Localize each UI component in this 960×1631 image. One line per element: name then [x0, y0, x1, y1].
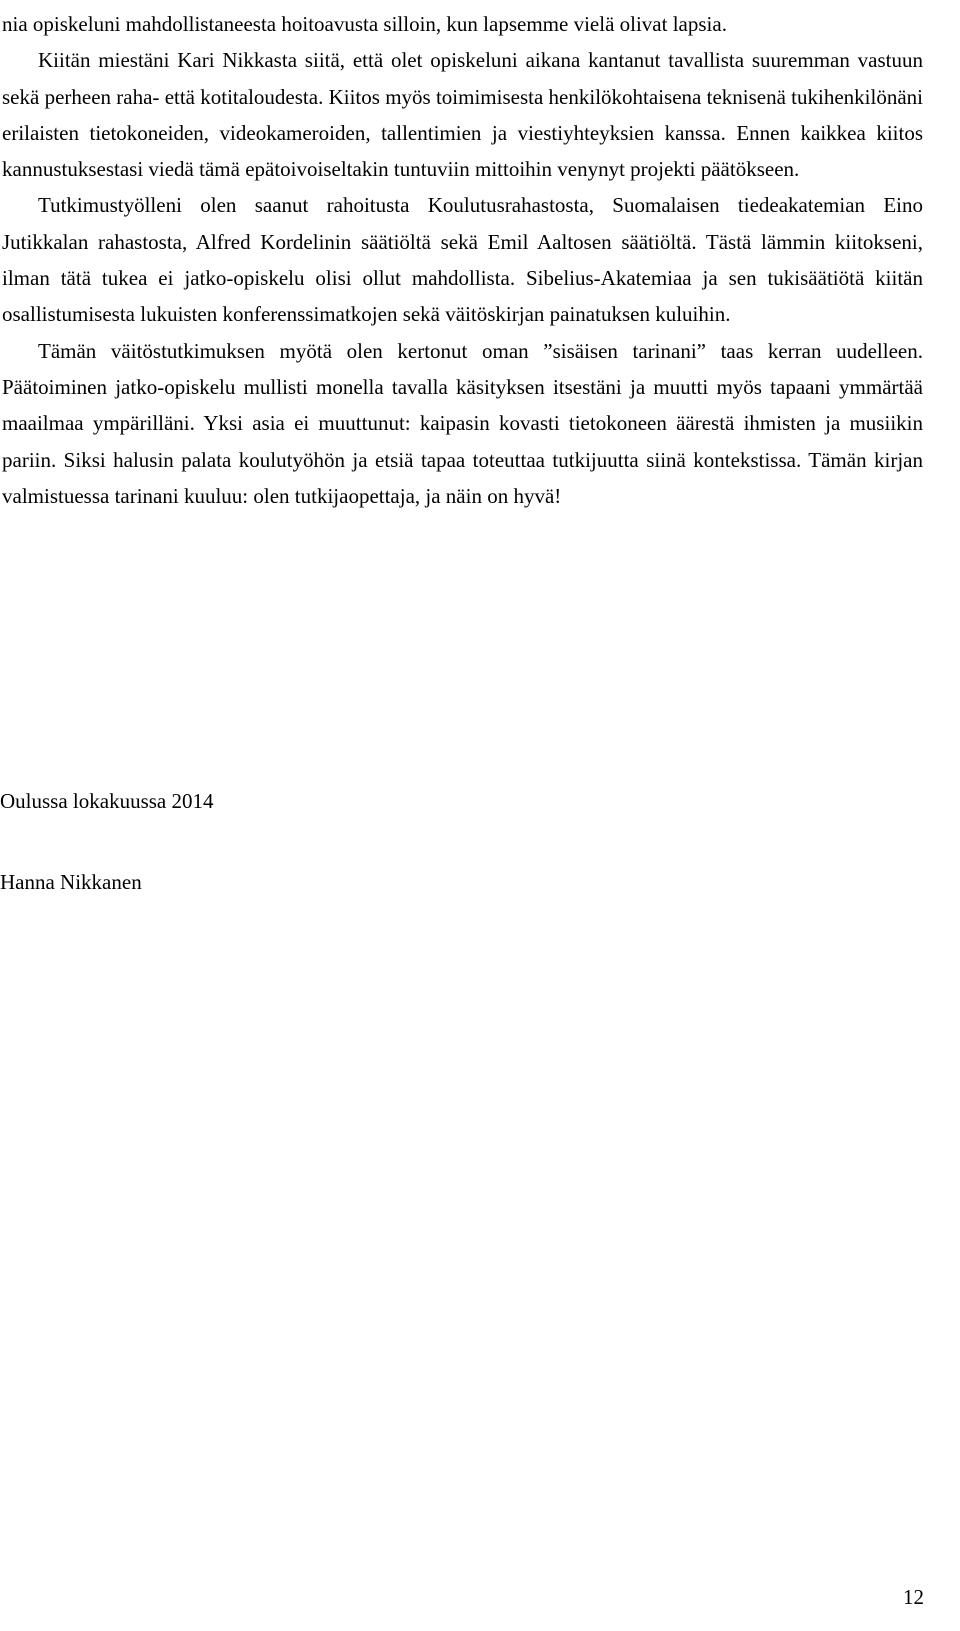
place-date: Oulussa lokakuussa 2014	[0, 789, 214, 813]
paragraph-thanks-spouse: Kiitän miestäni Kari Nikkasta siitä, että olet opiskeluni aikana kantanut tavallista suuremman vastuun sekä perheen raha- että kotitaloudesta. Kiitos myös toimimisesta henkilökohtaisena teknisenä tukihenkilönäni erilaisten tietokoneiden, videokameroiden, tallentimien ja viestiyhteyksien kanssa. Ennen kaikkea kiitos kannustuksestasi viedä tämä epätoivoiseltakin tuntuviin mittoihin venynyt projekti päätökseen.	[2, 48, 923, 182]
paragraph-funding: Tutkimustyölleni olen saanut rahoitusta Koulutusrahastosta, Suomalaisen tiedeakatemian Eino Jutikkalan rahastosta, Alfred Kordelinin säätiöltä sekä Emil Aaltosen säätiöltä. Tästä lämmin kiitokseni, ilman tätä tukea ei jatko-opiskelu olisi ollut mahdollista. Sibelius-Akatemiaa ja sen tukisäätiötä kiitän osallistumisesta lukuisten konferenssimatkojen sekä väitöskirjan painatuksen kuluihin.	[2, 193, 923, 327]
paragraph-inner-story: Tämän väitöstutkimuksen myötä olen kertonut oman ”sisäisen tarinani” taas kerran uudelleen. Päätoiminen jatko-opiskelu mullisti monella tavalla käsityksen itsestäni ja muutti myös tapaani ymmärtää maailmaa ympärilläni. Yksi asia ei muuttunut: kaipasin kovasti tietokoneen äärestä ihmisten ja musiikin pariin. Siksi halusin palata koulutyöhön ja etsiä tapaa toteuttaa tutkijuutta siinä kontekstissa. Tämän kirjan valmistuessa tarinani kuuluu: olen tutkijaopettaja, ja näin on hyvä!	[2, 338, 923, 508]
body-text	[2, 6, 923, 514]
paragraph-continuation: nia opiskeluni mahdollistaneesta hoitoavusta silloin, kun lapsemme vielä olivat lapsia.	[2, 12, 727, 36]
page-number: 12	[903, 1585, 924, 1609]
signature-name: Hanna Nikkanen	[0, 870, 142, 894]
